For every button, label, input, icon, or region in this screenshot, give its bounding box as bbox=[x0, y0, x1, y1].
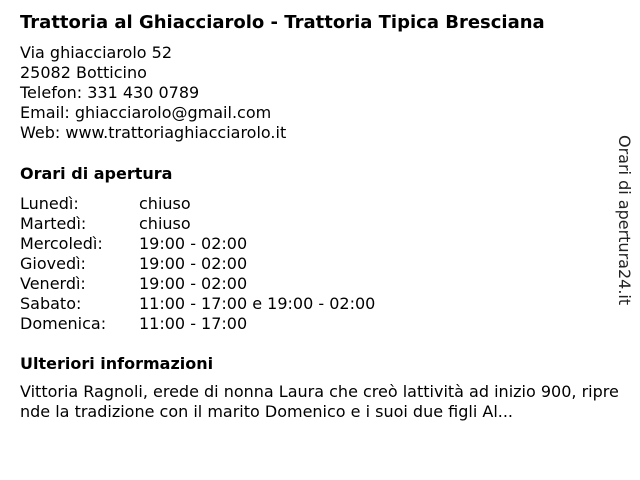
hours-row-sunday bbox=[20, 314, 375, 334]
hours-row-thursday bbox=[20, 254, 375, 274]
business-name: Trattoria al Ghiacciarolo - Trattoria Tipica Bresciana bbox=[20, 12, 545, 33]
hours-row-friday bbox=[20, 274, 375, 294]
day-hours: chiuso bbox=[139, 194, 191, 213]
further-info-text: Vittoria Ragnoli, erede di nonna Laura che creò lattività ad inizio 900, riprende la tradizione con il marito Domenico e i suoi due figli Al... bbox=[20, 382, 619, 421]
day-hours: 11:00 - 17:00 bbox=[139, 314, 248, 333]
day-label: Martedì: bbox=[20, 214, 87, 233]
email-address: Email: ghiacciarolo@gmail.com bbox=[20, 103, 272, 122]
address-city: 25082 Botticino bbox=[20, 63, 147, 82]
day-hours: chiuso bbox=[139, 214, 191, 233]
day-label: Domenica: bbox=[20, 314, 107, 333]
website-url: Web: www.trattoriaghiacciarolo.it bbox=[20, 123, 287, 142]
day-hours: 19:00 - 02:00 bbox=[139, 274, 248, 293]
address-street: Via ghiacciarolo 52 bbox=[20, 43, 173, 62]
hours-row-saturday bbox=[20, 294, 375, 314]
day-hours: 11:00 - 17:00 e 19:00 - 02:00 bbox=[139, 294, 376, 313]
hours-row-wednesday bbox=[20, 234, 375, 254]
opening-hours-table bbox=[20, 194, 375, 334]
further-info-heading: Ulteriori informazioni bbox=[20, 354, 214, 373]
hours-row-monday bbox=[20, 194, 375, 214]
day-label: Lunedì: bbox=[20, 194, 79, 213]
contact-details bbox=[20, 43, 286, 143]
day-hours: 19:00 - 02:00 bbox=[139, 254, 248, 273]
day-label: Mercoledì: bbox=[20, 234, 103, 253]
phone-number: Telefon: 331 430 0789 bbox=[20, 83, 200, 102]
opening-hours-heading: Orari di apertura bbox=[20, 164, 173, 183]
day-label: Venerdì: bbox=[20, 274, 86, 293]
day-label: Sabato: bbox=[20, 294, 82, 313]
site-watermark: Orari di apertura24.it bbox=[615, 135, 634, 306]
day-label: Giovedì: bbox=[20, 254, 86, 273]
day-hours: 19:00 - 02:00 bbox=[139, 234, 248, 253]
hours-row-tuesday bbox=[20, 214, 375, 234]
